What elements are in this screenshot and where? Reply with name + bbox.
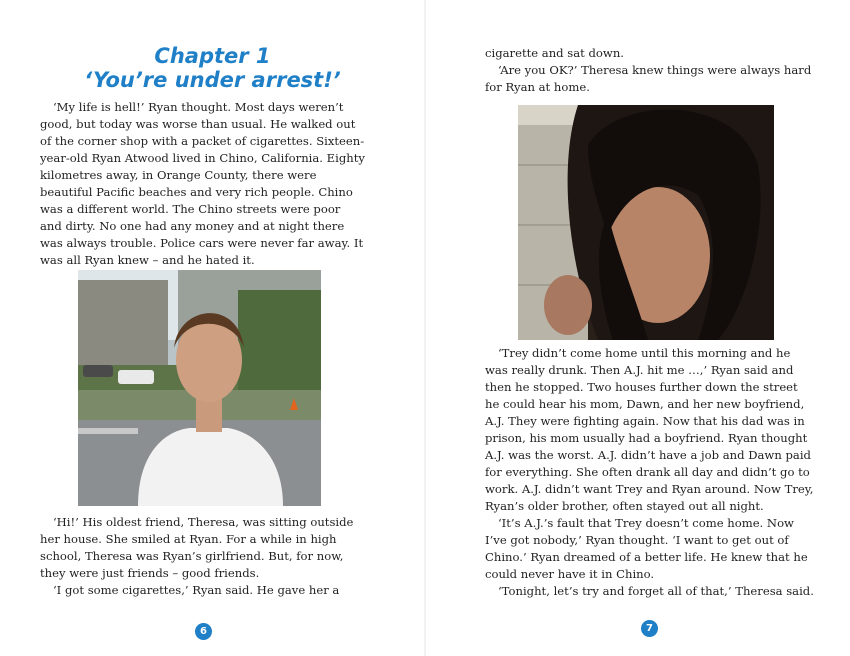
left-text-top	[40, 99, 365, 269]
chapter-number: Chapter 1	[154, 44, 271, 68]
chapter-title: ‘You’re under arrest!’	[84, 68, 341, 92]
right-page	[426, 0, 850, 656]
right-paragraph-4: ‘It’s A.J.’s fault that Trey doesn’t come home. Now I’ve got nobody,’ Ryan thought. ‘I want to get out of Chino.’ Ryan dreamed of a better life. He knew that he could never have it in Chino.	[485, 516, 808, 581]
right-paragraph-2: ‘Are you OK?’ Theresa knew things were always hard for Ryan at home.	[485, 63, 812, 94]
left-text-bottom	[40, 514, 365, 599]
page-number-7: 7	[641, 620, 658, 637]
chapter-heading	[40, 44, 385, 92]
left-paragraph-2: ‘Hi!’ His oldest friend, Theresa, was sitting outside her house. She smiled at Ryan. For a while in high school, Theresa was Ryan’s girlfriend. But, for now, they were just friends – good friends.	[40, 515, 354, 580]
theresa-photo	[518, 105, 774, 340]
right-paragraph-1: cigarette and sat down.	[485, 46, 624, 60]
theresa-photo-image	[518, 105, 774, 340]
ryan-photo	[78, 270, 321, 506]
left-paragraph-1: ‘My life is hell!’ Ryan thought. Most days weren’t good, but today was worse than usual. He walked out of the corner shop with a packet of cigarettes. Sixteen-year-old Ryan Atwood lived in Chino, California. Eighty kilometres away, in Orange County, there were beautiful Pacific beaches and very rich people. Chino was a different world. The Chino streets were poor and dirty. No one had any money and at night there was always trouble. Police cars were never far away. It was all Ryan knew – and he hated it.	[40, 100, 365, 267]
left-page	[0, 0, 424, 656]
right-text-top	[485, 45, 815, 96]
right-paragraph-5: ‘Tonight, let’s try and forget all of that,’ Theresa said.	[498, 584, 814, 598]
ryan-photo-image	[78, 270, 321, 506]
page-number-6: 6	[195, 623, 212, 640]
right-text-bottom	[485, 345, 815, 600]
right-paragraph-3: ‘Trey didn’t come home until this morning and he was really drunk. Then A.J. hit me …,’ Ryan said and then he stopped. Two houses further down the street he could hear his mom, Dawn, and her new boyfriend, A.J. They were fighting again. Now that his dad was in prison, his mom usually had a boyfriend. Ryan thought A.J. was the worst. A.J. didn’t have a job and Dawn paid for everything. She often drank all day and didn’t go to work. A.J. didn’t want Trey and Ryan around. Now Trey, Ryan’s older brother, often stayed out all night.	[485, 346, 814, 513]
left-paragraph-3: ‘I got some cigarettes,’ Ryan said. He gave her a	[53, 583, 340, 597]
